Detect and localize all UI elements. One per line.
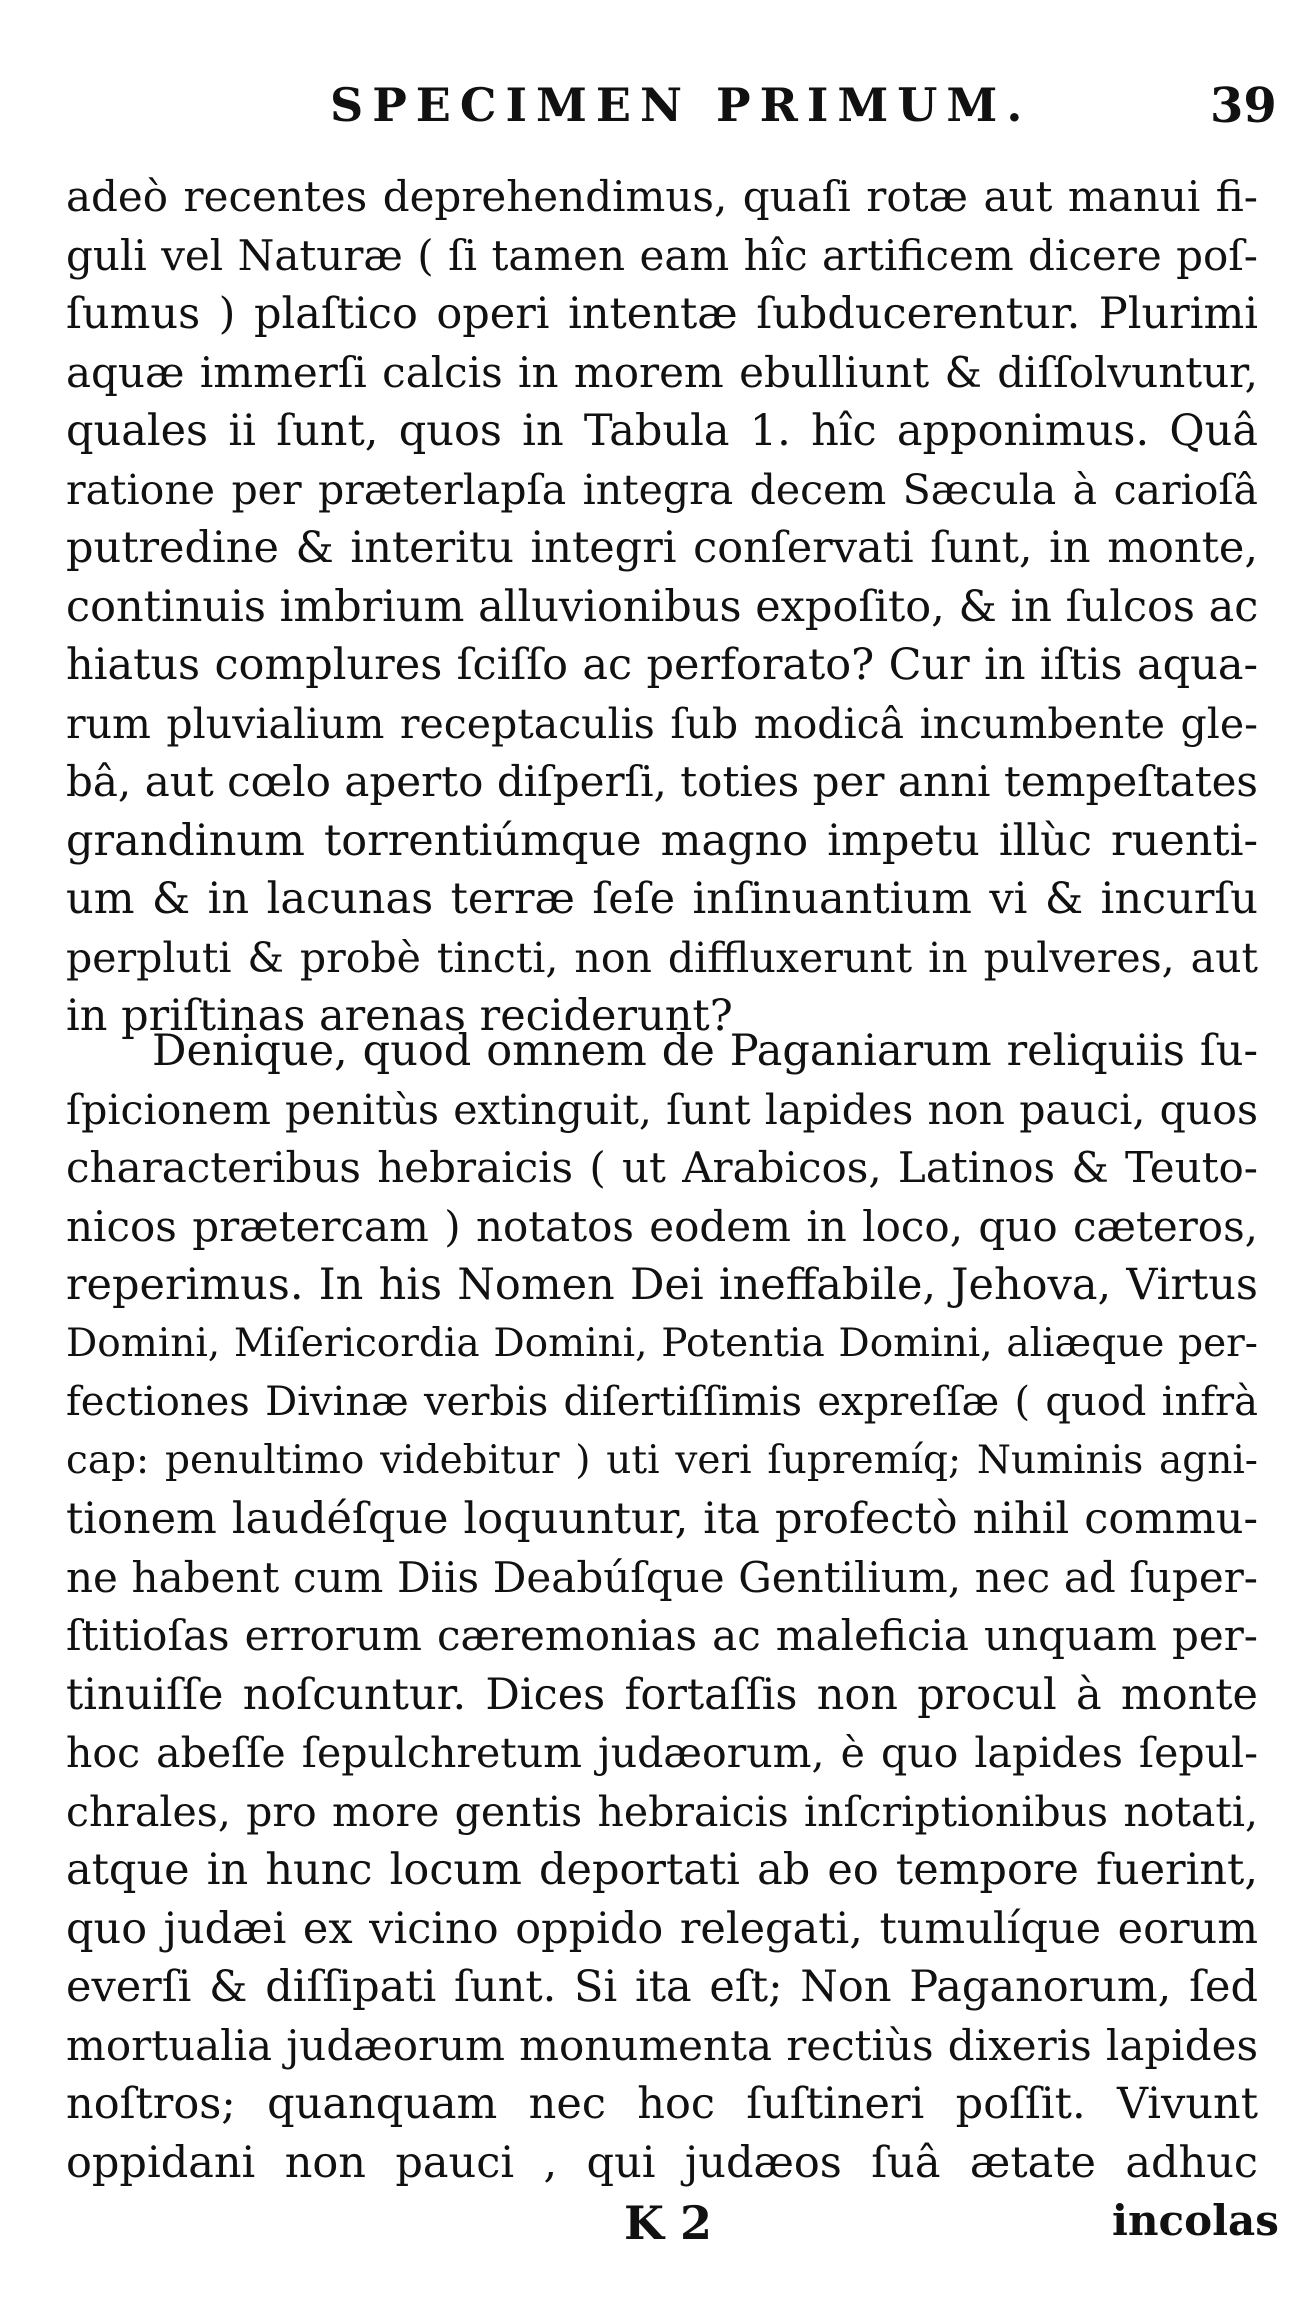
catchword: incolas xyxy=(1112,2196,1279,2245)
text-line: bâ, aut cœlo aperto diſperſi, toties per anni tempeſtates xyxy=(66,757,1258,806)
text-line: ſumus ) plaſtico operi intentæ ſubducerentur. Plurimi xyxy=(66,289,1258,339)
text-line: grandinum torrentiúmque magno impetu illùc ruenti- xyxy=(66,815,1258,866)
text-line: Denique, quod omnem de Paganiarum reliquiis ſu- xyxy=(152,1026,1258,1076)
text-line: adeò recentes deprehendimus, quaſi rotæ aut manui fi- xyxy=(66,172,1258,221)
page-number: 39 xyxy=(1210,78,1277,134)
text-line: um & in lacunas terræ ſeſe inſinuantium vi & incurſu xyxy=(66,874,1258,924)
paragraph-1 xyxy=(66,168,1258,1046)
text-line: ratione per præterlapſa integra decem Sæcula à carioſâ xyxy=(66,465,1258,514)
text-line: reperimus. In his Nomen Dei ineffabile, Jehova, Virtus xyxy=(66,1260,1258,1310)
text-line: putredine & interitu integri conſervati ſunt, in monte, xyxy=(66,523,1258,573)
text-line: hoc abeſſe ſepulchretum judæorum, è quo lapides ſepul- xyxy=(66,1729,1258,1777)
text-line: quo judæi ex vicino oppido relegati, tumulíque eorum xyxy=(66,1903,1258,1954)
text-line: in priſtinas arenas reciderunt? xyxy=(66,991,733,1041)
running-title: SPECIMEN PRIMUM. xyxy=(330,78,1032,132)
text-line: everſi & diſſipati ſunt. Si ita eſt; Non Paganorum, ſed xyxy=(66,1962,1258,2012)
text-line: continuis imbrium alluvionibus expoſito, & in ſulcos ac xyxy=(66,581,1259,632)
text-line: noſtros; quanquam nec hoc ſuſtineri poſſit. Vivunt xyxy=(66,2079,1258,2129)
text-line: ſtitioſas errorum cæremonias ac maleficia unquam per- xyxy=(66,1611,1258,1660)
text-line: tinuiſſe noſcuntur. Dices fortaſſis non procul à monte xyxy=(66,1669,1258,1720)
paragraph-2 xyxy=(66,1022,1258,2192)
text-line: quales ii ſunt, quos in Tabula 1. hîc apponimus. Quâ xyxy=(66,406,1258,456)
text-line: aquæ immerſi calcis in morem ebulliunt & diſſolvuntur, xyxy=(66,347,1258,397)
text-line: hiatus complures ſciſſo ac perforato? Cur in iſtis aqua- xyxy=(66,640,1258,690)
text-line: mortualia judæorum monumenta rectiùs dixeris lapides xyxy=(66,2020,1258,2070)
text-line: nicos prætercam ) notatos eodem in loco, quo cæteros, xyxy=(66,1201,1258,1251)
text-line: ne habent cum Diis Deabúſque Gentilium, nec ad ſuper- xyxy=(66,1552,1258,1602)
text-line: chrales, pro more gentis hebraicis inſcriptionibus notati, xyxy=(66,1787,1258,1836)
text-line: fectiones Divinæ verbis diſertiſſimis expreſſæ ( quod infrà xyxy=(66,1379,1258,1425)
text-line: characteribus hebraicis ( ut Arabicos, Latinos & Teuto- xyxy=(66,1143,1258,1192)
text-line: tionem laudéſque loquuntur, ita profectò nihil commu- xyxy=(66,1494,1258,1544)
text-line: rum pluvialium receptaculis ſub modicâ incumbente gle- xyxy=(66,699,1258,748)
text-line: guli vel Naturæ ( ſi tamen eam hîc artificem dicere poſ- xyxy=(66,230,1258,280)
text-line: ſpicionem penitùs extinguit, ſunt lapides non pauci, quos xyxy=(66,1085,1258,1134)
text-line: Domini, Miſericordia Domini, Potentia Domini, aliæque per- xyxy=(66,1320,1258,1366)
text-line: oppidani non pauci , qui judæos ſuâ ætate adhuc xyxy=(66,2137,1258,2188)
text-line: perpluti & probè tincti, non diffluxerunt in pulveres, aut xyxy=(66,933,1258,982)
text-line: cap: penultimo videbitur ) uti veri ſupremíq; Numinis agni- xyxy=(66,1437,1258,1483)
signature-mark: K 2 xyxy=(624,2196,713,2250)
running-head xyxy=(0,78,1316,138)
catchline xyxy=(0,2196,1316,2256)
text-line: atque in hunc locum deportati ab eo tempore fuerint, xyxy=(66,1845,1258,1895)
